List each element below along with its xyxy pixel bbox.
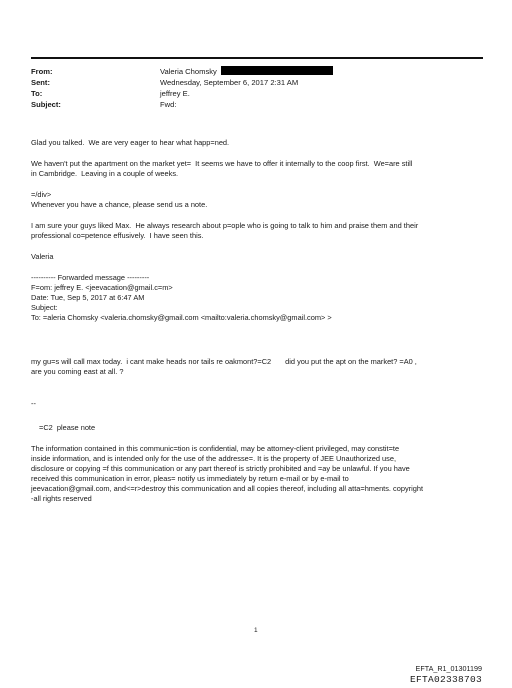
- from-label: From:: [31, 67, 53, 76]
- disclaimer-line: inside information, and is intended only for the use of the addresse=. It is the property of JEE Unauthorized use,: [31, 454, 397, 463]
- sent-row: [31, 77, 483, 88]
- body-paragraph: Whenever you have a chance, please send us a note.: [31, 200, 208, 209]
- footer-id-large: EFTA02338703: [409, 674, 482, 685]
- quoted-text: did you put the apt on the market? =A0 ,: [285, 357, 417, 366]
- to-row: [31, 88, 483, 99]
- signature-separator: --: [31, 399, 36, 408]
- email-body: [31, 138, 481, 504]
- forwarded-to: To: =aleria Chomsky <valeria.chomsky@gmail.com <mailto:valeria.chomsky@gmail.com> >: [31, 313, 332, 322]
- from-value: [160, 66, 483, 77]
- body-paragraph: =/div>: [31, 190, 52, 199]
- disclaimer-line: disclosure or copying =f this communication or any part thereof is strictly prohibited and =ay be unlawful. If you have: [31, 464, 410, 473]
- sent-value: Wednesday, September 6, 2017 2:31 AM: [160, 78, 299, 87]
- forwarded-subject: Subject:: [31, 303, 58, 312]
- signature-note: =C2 please note: [39, 423, 96, 432]
- body-paragraph: in Cambridge. Leaving in a couple of weeks.: [31, 169, 179, 178]
- subject-value: Fwd:: [160, 100, 177, 109]
- body-paragraph: professional co=petence effusively. I have seen this.: [31, 231, 204, 240]
- quoted-line: [31, 357, 481, 367]
- subject-row: [31, 99, 483, 110]
- signature-name: Valeria: [31, 252, 54, 261]
- forwarded-marker: ---------- Forwarded message ---------: [31, 273, 150, 282]
- disclaimer-line: jeevacation@gmail.com, and<=r>destroy this communication and all copies thereof, including all atta=hments. copyright: [31, 484, 424, 493]
- disclaimer-line: received this communication in error, pleas= notify us immediately by return e-mail or by e-mail to: [31, 474, 349, 483]
- page-number: 1: [254, 627, 258, 634]
- sent-label: Sent:: [31, 78, 50, 87]
- email-header: [31, 66, 483, 110]
- header-rule: [31, 57, 483, 59]
- subject-label: Subject:: [31, 100, 61, 109]
- to-value: jeffrey E.: [160, 89, 190, 98]
- footer-id-small: EFTA_R1_01301199: [415, 664, 482, 673]
- quoted-text: my gu=s will call max today. i cant make heads nor tails re oakmont?=C2: [31, 357, 272, 366]
- body-paragraph: I am sure your guys liked Max. He always research about p=ople who is going to talk to him and praise them and their: [31, 221, 419, 230]
- redaction-bar: [221, 66, 333, 75]
- forwarded-from: F=om: jeffrey E. <jeevacation@gmail.c=m>: [31, 283, 173, 292]
- body-paragraph: Glad you talked. We are very eager to hear what happ=ned.: [31, 138, 230, 147]
- disclaimer-line: The information contained in this communic=tion is confidential, may be attorney-client privileged, may constit=te: [31, 444, 400, 453]
- to-label: To:: [31, 89, 43, 98]
- forwarded-date: Date: Tue, Sep 5, 2017 at 6:47 AM: [31, 293, 145, 302]
- from-name: Valeria Chomsky: [160, 67, 217, 76]
- from-row: [31, 66, 483, 77]
- body-paragraph: We haven't put the apartment on the market yet= It seems we have to offer it internally to the coop first. We=are still: [31, 159, 413, 168]
- disclaimer-line: -all rights reserved: [31, 494, 92, 503]
- quoted-line: are you coming east at all. ?: [31, 367, 124, 376]
